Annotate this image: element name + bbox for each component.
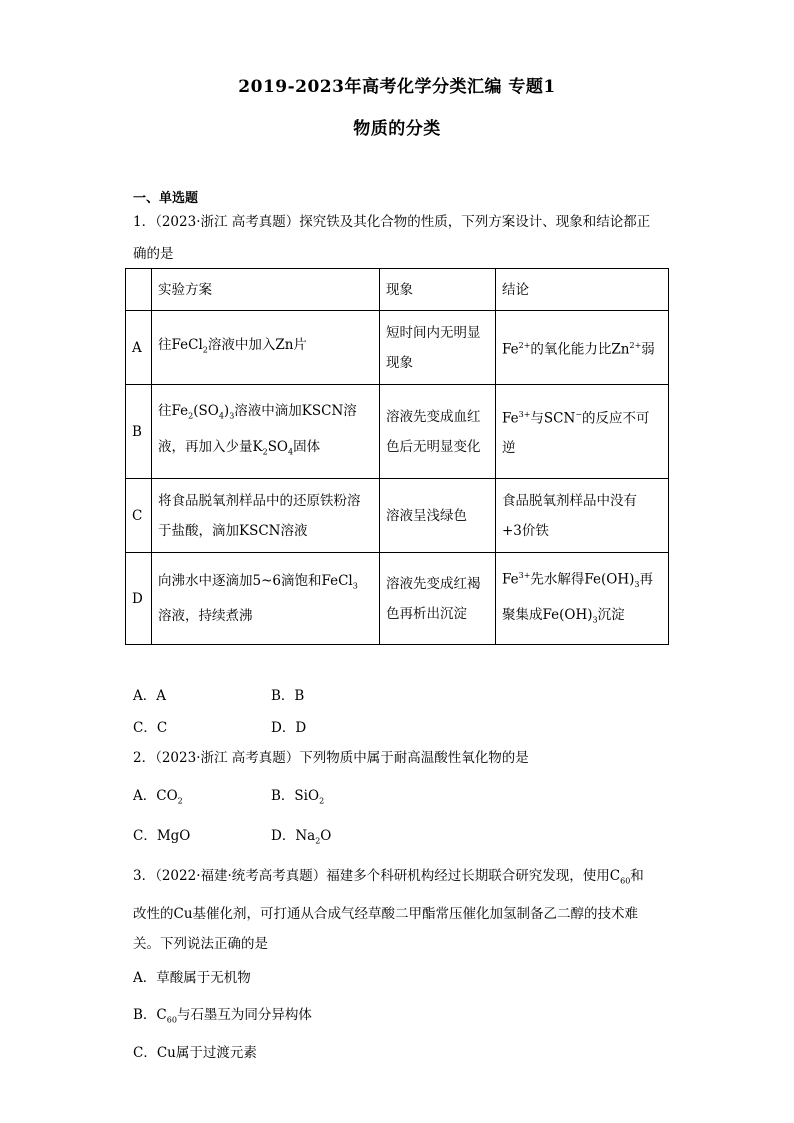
q1-option-a[interactable]: A．A [133, 688, 166, 704]
scheme-line: 溶液，持续煮沸 [158, 608, 253, 625]
document-subtitle: 物质的分类 [353, 119, 441, 139]
q1-option-d[interactable]: D．D [271, 720, 307, 736]
header-phenomenon: 现象 [380, 269, 496, 311]
q3-stem-line2: 改性的Cu基催化剂，可打通从合成气经草酸二甲酯常压催化加氢制备乙二醇的技术难 [133, 906, 639, 922]
table-header-row [126, 269, 669, 311]
conclusion-line: 聚集成$Fe(OH)_3$沉淀 [502, 607, 625, 625]
phenomenon-line: 色后无明显变化 [386, 438, 481, 455]
q1-table [125, 268, 669, 645]
header-conclusion: 结论 [496, 269, 669, 311]
phenomenon-line: 溶液呈浅绿色 [386, 507, 467, 524]
phenomenon-line: 溶液先变成红褐 [386, 575, 481, 592]
q2-option-b[interactable]: B．SiO$_2$ [271, 788, 325, 806]
scheme-line: 将食品脱氧剂样品中的还原铁粉溶 [158, 492, 361, 509]
scheme-line: 向沸水中逐滴加5~6滴饱和FeCl$_3$ [158, 572, 358, 591]
q1-option-b[interactable]: B．B [271, 688, 305, 704]
phenomenon-line: 现象 [386, 354, 413, 371]
row-label: D [126, 553, 152, 645]
row-label: B [126, 385, 152, 479]
row-scheme [152, 553, 380, 645]
row-label: A [126, 311, 152, 385]
q1-stem-line1: 1．（2023·浙江 高考真题）探究铁及其化合物的性质，下列方案设计、现象和结论都正 [133, 214, 651, 230]
header-blank [126, 269, 152, 311]
q2-option-c[interactable]: C．MgO [133, 828, 191, 844]
table-row [126, 553, 669, 645]
scheme-line: 于盐酸，滴加KSCN溶液 [158, 522, 308, 539]
phenomenon-line: 短时间内无明显 [386, 324, 481, 341]
row-scheme [152, 311, 380, 385]
row-phenomenon [380, 479, 496, 553]
phenomenon-line: 溶液先变成血红 [386, 408, 481, 425]
row-label: C [126, 479, 152, 553]
row-conclusion [496, 479, 669, 553]
q2-option-a[interactable]: A．$CO_2$ [133, 788, 183, 806]
document-title: 2019-2023年高考化学分类汇编 专题1 [238, 77, 556, 97]
scheme-line: 液，再加入少量$K_2SO_4$固体 [158, 438, 321, 457]
q1-stem-line2: 确的是 [133, 246, 174, 262]
row-conclusion [496, 311, 669, 385]
conclusion-line: 逆 [502, 440, 516, 457]
table-row [126, 479, 669, 553]
q3-stem-line1: 3．（2022·福建·统考高考真题）福建多个科研机构经过长期联合研究发现，使用$C_{60}$和 [133, 868, 644, 886]
q2-stem: 2．（2023·浙江 高考真题）下列物质中属于耐高温酸性氧化物的是 [133, 750, 529, 766]
q2-option-d[interactable]: D．$Na_2O$ [271, 828, 332, 846]
row-conclusion [496, 385, 669, 479]
section-heading: 一、单选题 [133, 191, 199, 206]
header-scheme: 实验方案 [152, 269, 380, 311]
q3-stem-line3: 关。下列说法正确的是 [133, 936, 268, 952]
conclusion-text: $Fe^{2+}$的氧化能力比$Zn^{2+}$弱 [502, 340, 655, 358]
table-row [126, 385, 669, 479]
conclusion-line: 食品脱氧剂样品中没有 [502, 492, 637, 509]
row-conclusion [496, 553, 669, 645]
row-scheme [152, 479, 380, 553]
conclusion-line: $Fe^{3+}$与SCN−的反应不可 [502, 409, 650, 427]
q1-option-c[interactable]: C．C [133, 720, 168, 736]
scheme-line: 往$Fe_2(SO_4)_3$溶液中滴加KSCN溶 [158, 402, 357, 421]
scheme-text: 往FeCl$_2$溶液中加入Zn片 [158, 336, 307, 355]
q3-option-c[interactable]: C．Cu属于过渡元素 [133, 1045, 257, 1061]
row-phenomenon [380, 385, 496, 479]
conclusion-line: +3价铁 [502, 522, 549, 539]
q3-option-b[interactable]: B．$C_{60}$与石墨互为同分异构体 [133, 1007, 312, 1025]
conclusion-line: $Fe^{3+}$先水解得$Fe(OH)_3$再 [502, 571, 654, 590]
q3-option-a[interactable]: A．草酸属于无机物 [133, 970, 251, 986]
phenomenon-line: 色再析出沉淀 [386, 605, 467, 622]
row-phenomenon [380, 311, 496, 385]
table-row [126, 311, 669, 385]
row-phenomenon [380, 553, 496, 645]
row-scheme [152, 385, 380, 479]
